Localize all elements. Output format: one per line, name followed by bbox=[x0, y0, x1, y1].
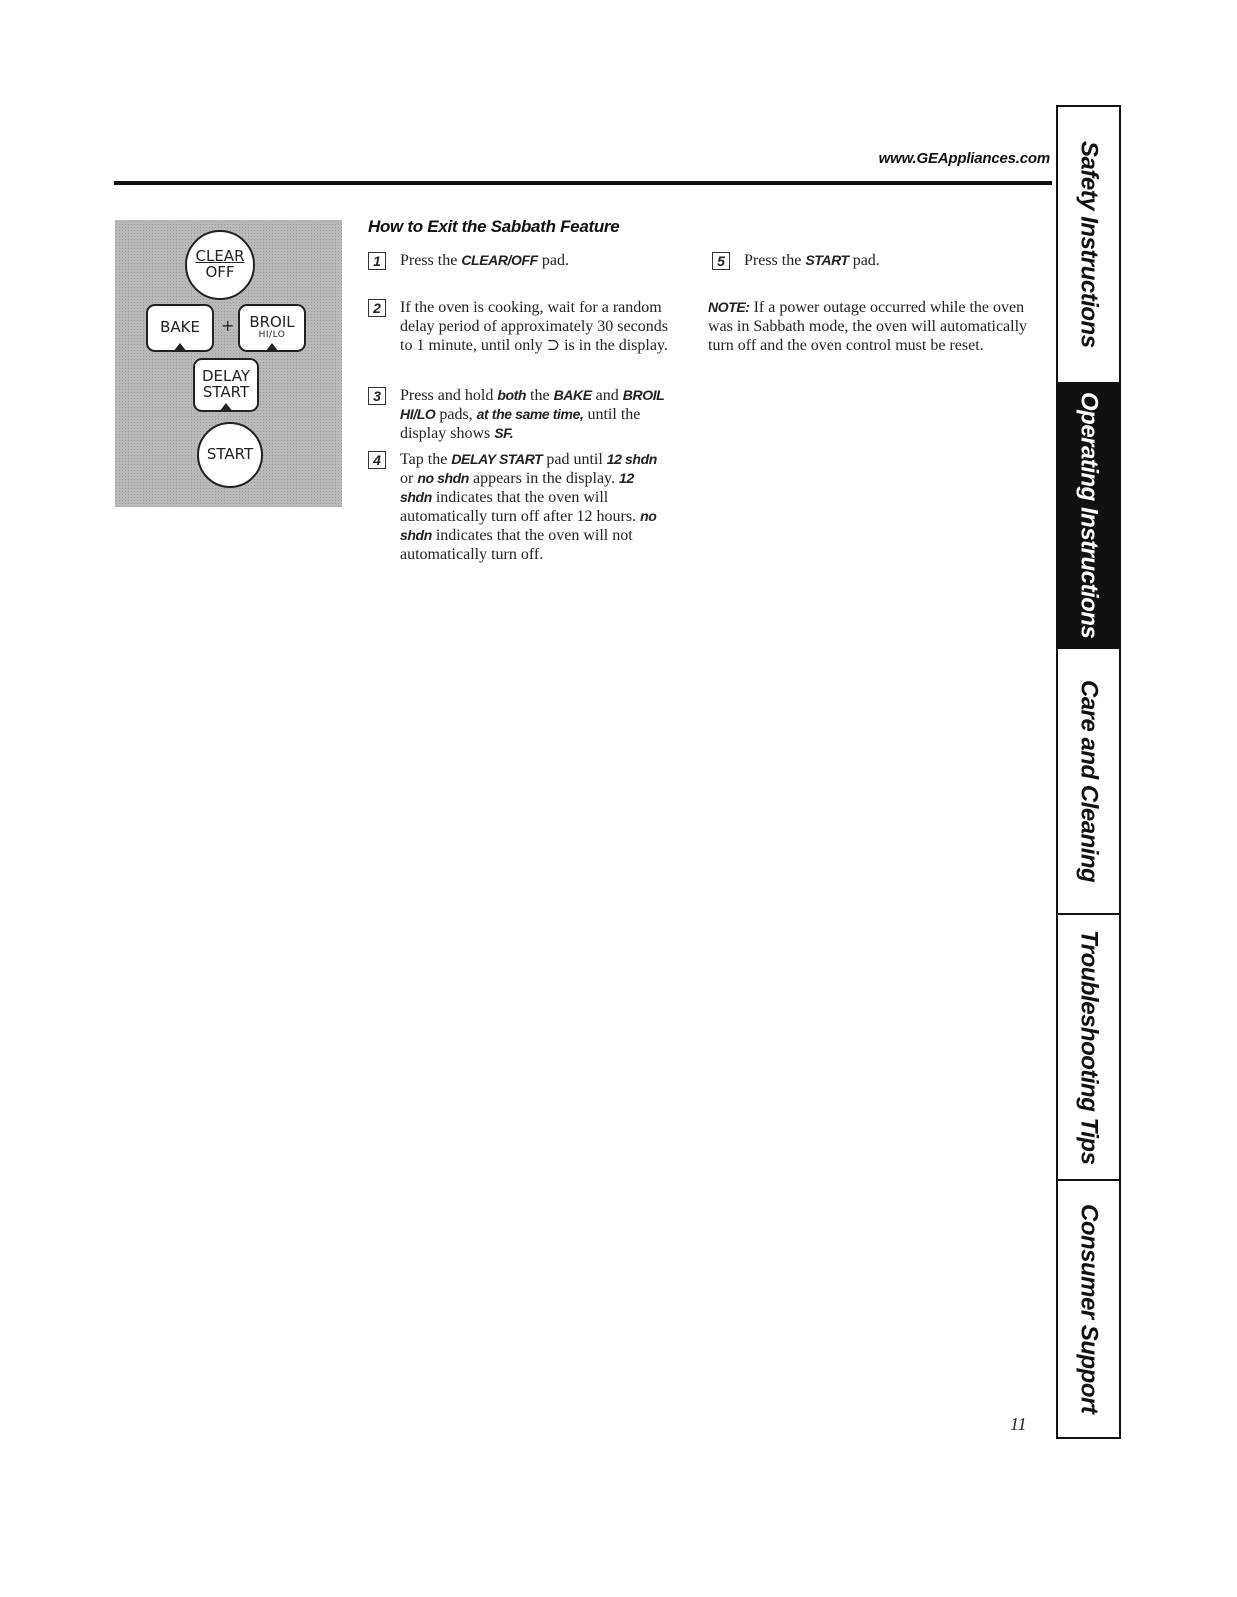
broil-pad-label: BROIL bbox=[249, 313, 295, 332]
control-panel-illustration bbox=[115, 220, 342, 507]
step-number-1: 1 bbox=[368, 252, 386, 270]
page-number: 11 bbox=[1010, 1414, 1027, 1434]
step-number-3: 3 bbox=[368, 387, 386, 405]
broil-indicator-icon bbox=[265, 343, 279, 352]
step-2-text: If the oven is cooking, wait for a random delay period of approximately 30 seconds to 1 minute, until only ⊃ is in the display. bbox=[400, 299, 668, 354]
bake-pad-label: BAKE bbox=[160, 318, 200, 337]
step-5-text: Press the START pad. bbox=[744, 252, 880, 269]
step-3 bbox=[368, 386, 678, 443]
start-pad bbox=[197, 422, 263, 488]
delay-start-pad-label-top: DELAY bbox=[202, 367, 250, 386]
tab-label: Operating Instructions bbox=[1075, 392, 1103, 639]
section-title: How to Exit the Sabbath Feature bbox=[368, 217, 620, 236]
tab-label: Safety Instructions bbox=[1075, 141, 1103, 348]
tab-care-and-cleaning[interactable] bbox=[1058, 647, 1119, 913]
step-5 bbox=[712, 251, 1012, 270]
bake-indicator-icon bbox=[173, 343, 187, 352]
broil-pad bbox=[238, 304, 306, 352]
tab-safety-instructions[interactable] bbox=[1058, 107, 1119, 382]
step-4 bbox=[368, 450, 678, 564]
site-url: www.GEAppliances.com bbox=[878, 150, 1050, 167]
clear-off-pad-label-top: CLEAR bbox=[195, 247, 245, 266]
tab-label: Troubleshooting Tips bbox=[1075, 929, 1103, 1165]
note-text: If a power outage occurred while the oven was in Sabbath mode, the oven will automatically turn off and the oven control must be reset. bbox=[708, 299, 1028, 354]
tab-label: Care and Cleaning bbox=[1075, 679, 1103, 883]
step-number-2: 2 bbox=[368, 299, 386, 317]
step-number-4: 4 bbox=[368, 451, 386, 469]
broil-pad-sublabel: HI/LO bbox=[258, 330, 286, 341]
tab-operating-instructions[interactable] bbox=[1058, 382, 1119, 647]
delay-start-pad bbox=[193, 358, 259, 412]
plus-sign: + bbox=[221, 316, 235, 335]
clear-off-pad bbox=[185, 230, 255, 300]
step-4-text: Tap the DELAY START pad until 12 shdn or no shdn appears in the display. 12 shdn indicates that the oven will automatically turn off after 12 hours. no shdn indicates that the oven will not automatically turn off. bbox=[400, 451, 657, 563]
start-pad-label: START bbox=[206, 445, 254, 464]
tab-consumer-support[interactable] bbox=[1058, 1179, 1119, 1437]
step-number-5: 5 bbox=[712, 252, 730, 270]
step-1 bbox=[368, 251, 668, 270]
note-label: NOTE: bbox=[708, 299, 750, 315]
note-paragraph bbox=[708, 298, 1028, 355]
step-3-text: Press and hold both the BAKE and BROIL HI/LO pads, at the same time, until the display shows SF. bbox=[400, 387, 665, 442]
delay-start-indicator-icon bbox=[219, 403, 233, 412]
step-1-text: Press the CLEAR/OFF pad. bbox=[400, 252, 569, 269]
clear-off-pad-label-bottom: OFF bbox=[205, 263, 235, 281]
header-rule bbox=[114, 181, 1052, 185]
tab-troubleshooting-tips[interactable] bbox=[1058, 913, 1119, 1179]
section-tabs bbox=[1056, 105, 1121, 1439]
delay-start-pad-label-bottom: START bbox=[202, 383, 250, 401]
bake-pad bbox=[146, 304, 214, 352]
step-2 bbox=[368, 298, 688, 355]
tab-label: Consumer Support bbox=[1075, 1204, 1103, 1414]
